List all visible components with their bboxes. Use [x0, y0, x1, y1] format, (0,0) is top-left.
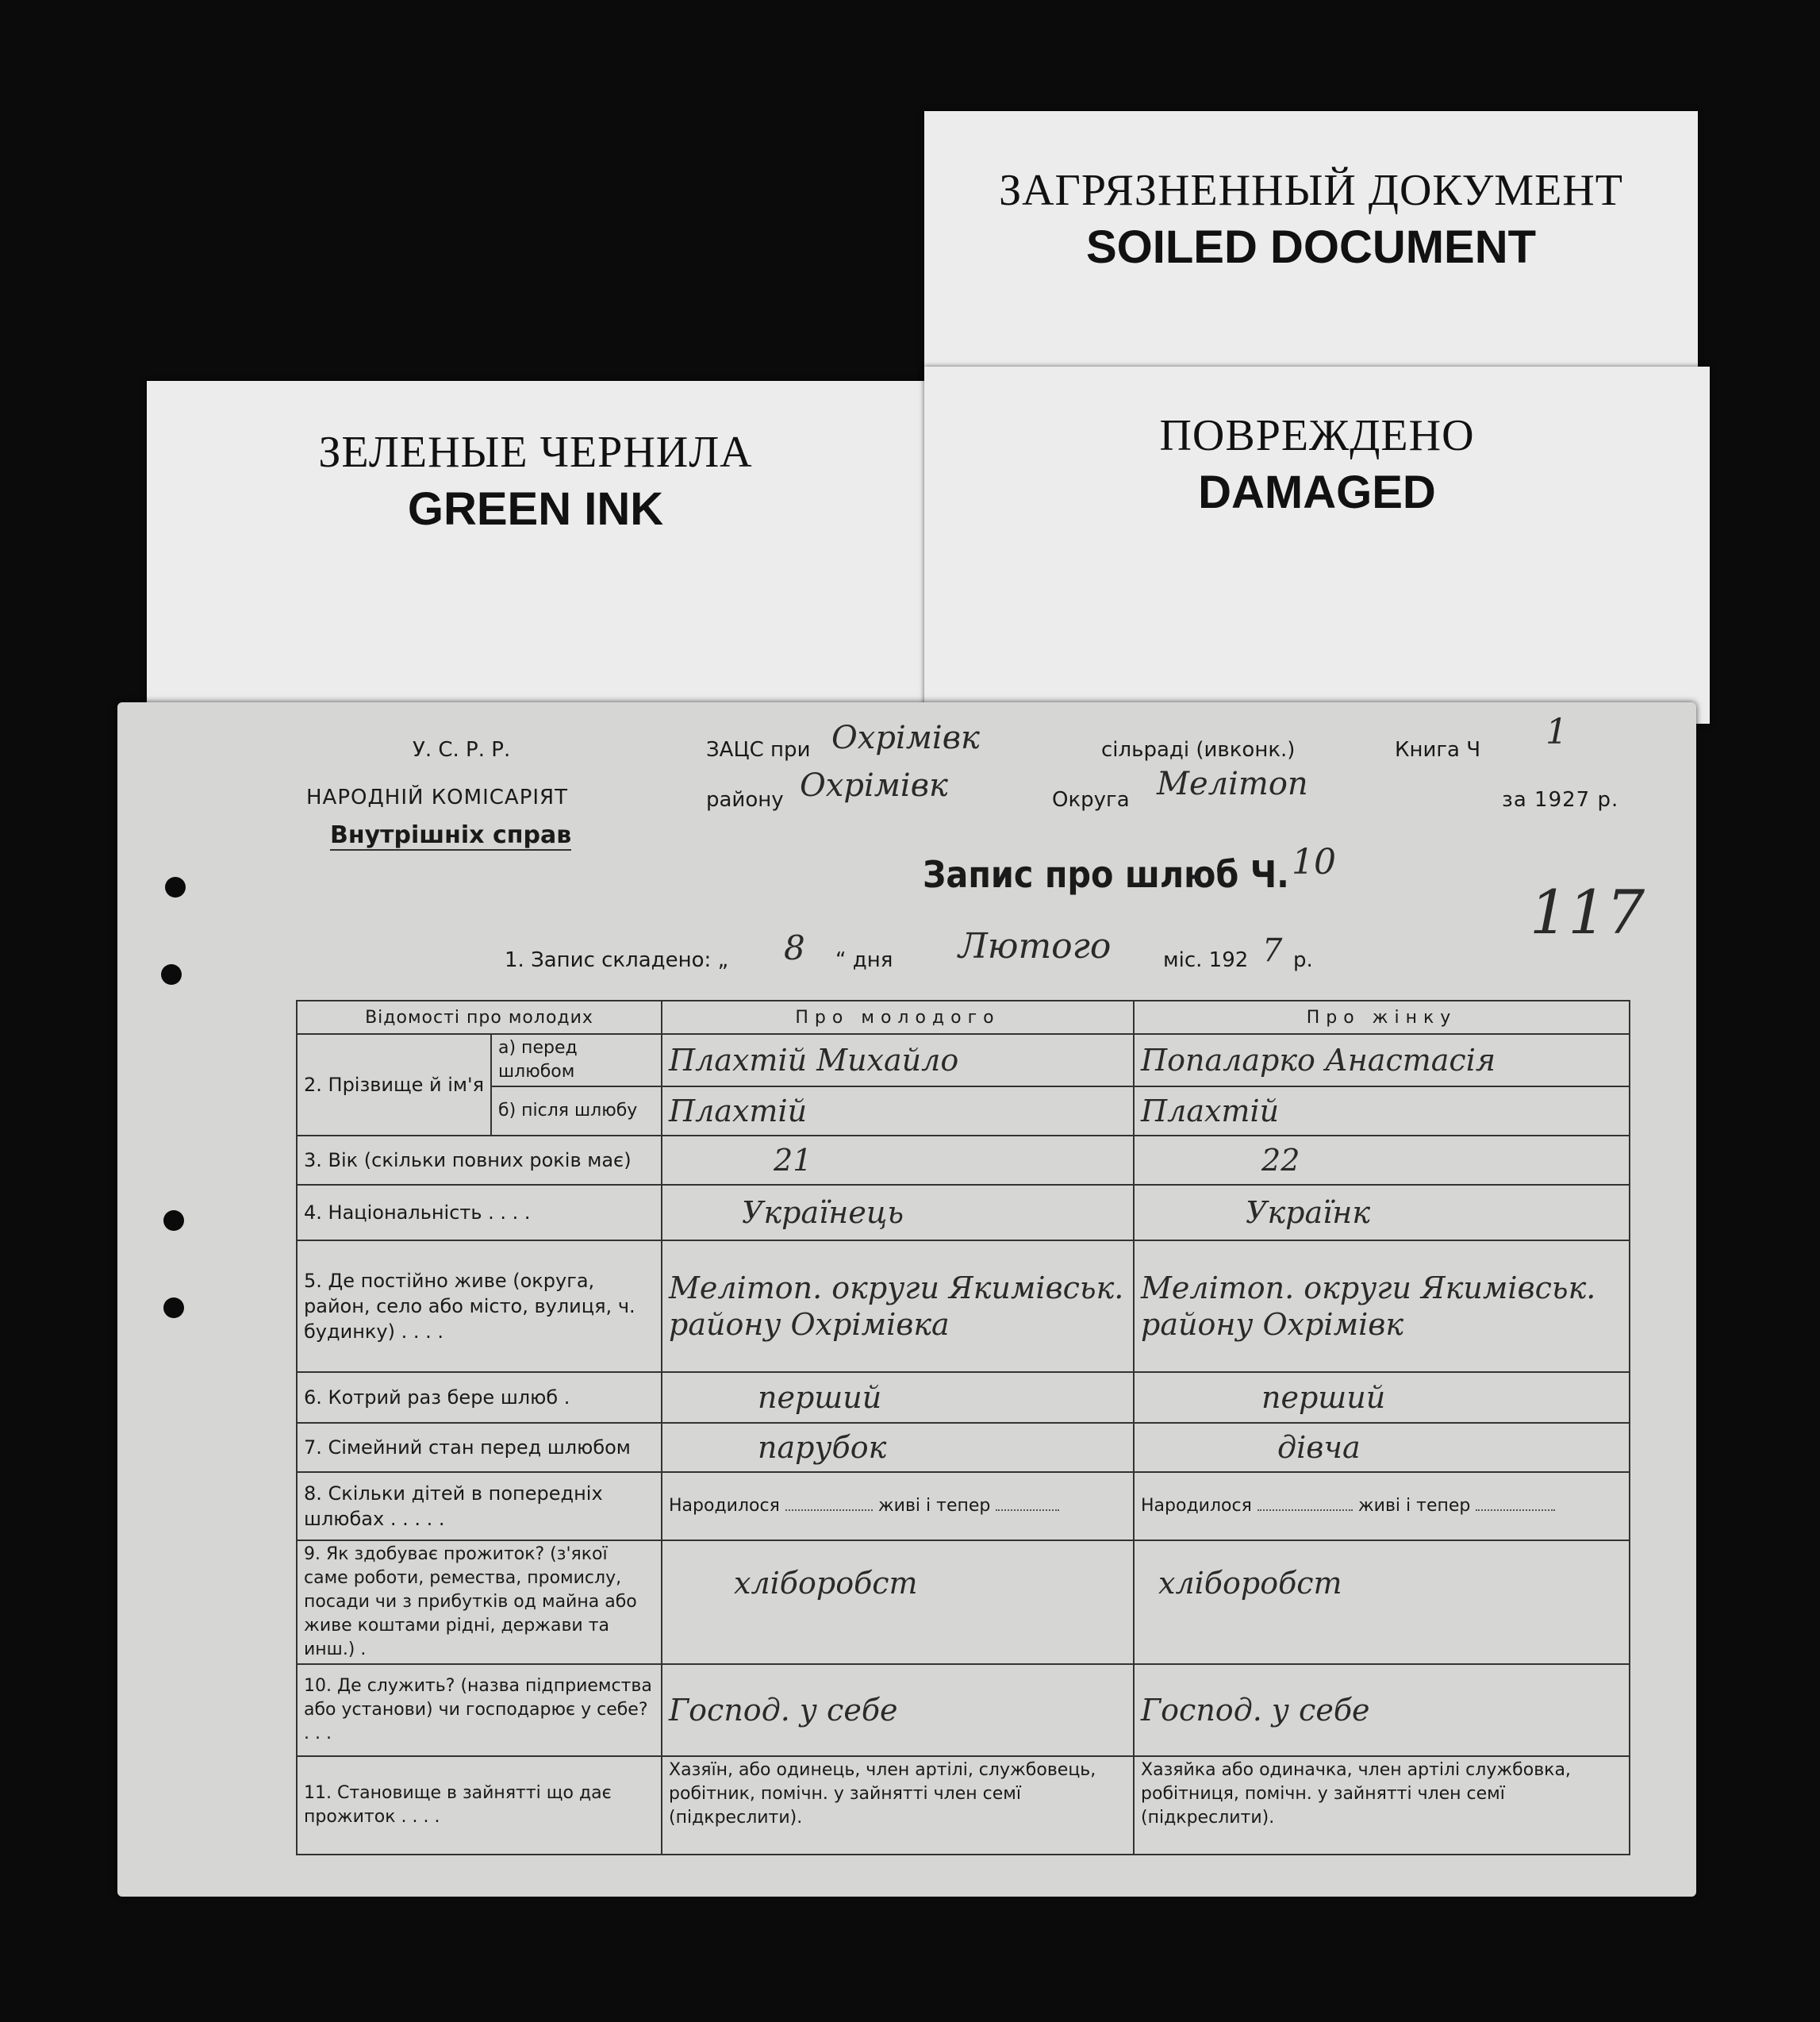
damaged-label: [924, 367, 1710, 724]
groom-children-born-label: Народилося: [669, 1496, 780, 1516]
bride-nationality: Українк: [1134, 1185, 1630, 1240]
bride-children-alive-label: живі і тепер: [1357, 1496, 1471, 1516]
rayon-label: району: [706, 788, 784, 812]
punch-hole: [163, 1297, 184, 1318]
record-number: 10: [1292, 842, 1336, 882]
dotted-line: [1257, 1509, 1353, 1511]
dotted-line: [1476, 1509, 1555, 1511]
composed-month: Лютого: [958, 926, 1112, 967]
bride-age: 22: [1134, 1136, 1630, 1185]
nationality-label: 4. Національність . . . .: [297, 1185, 662, 1240]
table-row: [297, 1034, 1630, 1086]
dotted-line: [996, 1509, 1059, 1511]
soiled-en: SOILED DOCUMENT: [1085, 221, 1537, 273]
living-label: 9. Як здобуває прожиток? (з'якої саме роботи, ремества, промислу, посади чи з прибутків од майна або живе коштами рідні, держави та инш.) .: [297, 1540, 662, 1664]
internal-affairs-heading: Внутрішніх справ: [330, 821, 572, 849]
okruga-value: Мелітоп: [1157, 766, 1308, 802]
status-label: 7. Сімейний стан перед шлюбом: [297, 1423, 662, 1472]
bride-times: перший: [1134, 1372, 1630, 1423]
bride-name-before: Попаларко Анастасія: [1134, 1034, 1630, 1086]
header-bride: Про жінку: [1134, 1001, 1630, 1034]
header-info: Відомості про молодих: [297, 1001, 662, 1034]
composed-day: 8: [784, 928, 805, 967]
table-row: [297, 1372, 1630, 1423]
punch-hole: [163, 1210, 184, 1231]
punch-hole: [165, 877, 186, 898]
times-label: 6. Котрий раз бере шлюб .: [297, 1372, 662, 1423]
okruga-label: Округа: [1052, 788, 1130, 812]
soiled-ru: ЗАГРЯЗНЕННЫЙ ДОКУМЕНТ: [999, 166, 1623, 215]
groom-residence: Мелітоп. округи Якимівськ. району Охрімівка: [662, 1240, 1134, 1372]
soiled-document-label: [924, 111, 1698, 397]
groom-children-alive-label: живі і тепер: [877, 1496, 991, 1516]
groom-position: Хазяїн, або одинець, член артілі, службовець, робітник, помічн. у зайнятті член семї (підкреслити).: [662, 1756, 1134, 1855]
groom-times: перший: [662, 1372, 1134, 1423]
table-row: [297, 1240, 1630, 1372]
table-row: [297, 1136, 1630, 1185]
groom-nationality: Українець: [662, 1185, 1134, 1240]
year-label: за 1927 р.: [1502, 788, 1619, 812]
composed-tail: міс. 192: [1163, 948, 1249, 972]
damaged-en: DAMAGED: [1198, 467, 1436, 518]
green-en: GREEN INK: [407, 483, 664, 535]
zags-value: Охрімівк: [831, 720, 980, 756]
composed-end: р.: [1293, 948, 1313, 972]
usrr-heading: У. С. Р. Р.: [413, 738, 511, 762]
groom-children: [662, 1472, 1134, 1540]
name-label: 2. Прізвище й ім'я: [297, 1034, 491, 1136]
serves-label: 10. Де служить? (назва підприемства або установи) чи господарює у себе? . . .: [297, 1664, 662, 1756]
groom-name-after: Плахтій: [662, 1086, 1134, 1136]
margin-number: 117: [1530, 877, 1645, 948]
damaged-ru: ПОВРЕЖДЕНО: [1159, 411, 1475, 460]
groom-age: 21: [662, 1136, 1134, 1185]
children-label: 8. Скільки дітей в попередніх шлюбах . . . . .: [297, 1472, 662, 1540]
book-value: 1: [1545, 712, 1568, 752]
header-groom: Про молодого: [662, 1001, 1134, 1034]
silradi-label: сільраді (ивконк.): [1101, 738, 1296, 762]
bride-residence: Мелітоп. округи Якимівськ. району Охрімівк: [1134, 1240, 1630, 1372]
rayon-value: Охрімівк: [800, 767, 948, 804]
groom-living: хліборобст: [662, 1540, 1134, 1664]
table-header-row: [297, 1001, 1630, 1034]
bride-status: дівча: [1134, 1423, 1630, 1472]
groom-name-before: Плахтій Михайло: [662, 1034, 1134, 1086]
composed-label: 1. Запис складено: „: [505, 948, 729, 972]
table-row: [297, 1472, 1630, 1540]
bride-living: хліборобст: [1134, 1540, 1630, 1664]
residence-label: 5. Де постійно живе (округа, район, село або місто, вулиця, ч. будинку) . . . .: [297, 1240, 662, 1372]
marriage-record-sheet: [117, 702, 1696, 1897]
bride-serves: Господ. у себе: [1134, 1664, 1630, 1756]
name-before-label: а) перед шлюбом: [491, 1034, 662, 1086]
table-row: [297, 1423, 1630, 1472]
bride-children-born-label: Народилося: [1141, 1496, 1252, 1516]
groom-status: парубок: [662, 1423, 1134, 1472]
record-table: [296, 1000, 1630, 1855]
composed-mid: “ дня: [835, 948, 893, 972]
table-row: [297, 1756, 1630, 1855]
table-row: [297, 1086, 1630, 1136]
age-label: 3. Вік (скільки повних років має): [297, 1136, 662, 1185]
record-title: Запис про шлюб Ч.: [923, 853, 1289, 896]
bride-name-after: Плахтій: [1134, 1086, 1630, 1136]
book-label: Книга Ч: [1395, 738, 1481, 762]
table-row: [297, 1664, 1630, 1756]
dotted-line: [785, 1509, 873, 1511]
green-ink-label: [147, 381, 924, 714]
table-row: [297, 1540, 1630, 1664]
zags-label: ЗАЦС при: [706, 738, 811, 762]
name-after-label: б) після шлюбу: [491, 1086, 662, 1136]
punch-hole: [161, 964, 182, 985]
bride-position: Хазяйка або одиначка, член артілі службовка, робітниця, помічн. у зайнятті член семї (підкреслити).: [1134, 1756, 1630, 1855]
green-ru: ЗЕЛЕНЫЕ ЧЕРНИЛА: [318, 428, 753, 477]
groom-serves: Господ. у себе: [662, 1664, 1134, 1756]
position-label: 11. Становище в зайнятті що дає прожиток . . . .: [297, 1756, 662, 1855]
composed-year-digit: 7: [1262, 932, 1283, 969]
commissariat-heading: НАРОДНІЙ КОМІСАРІЯТ: [306, 786, 568, 809]
table-row: [297, 1185, 1630, 1240]
bride-children: [1134, 1472, 1630, 1540]
